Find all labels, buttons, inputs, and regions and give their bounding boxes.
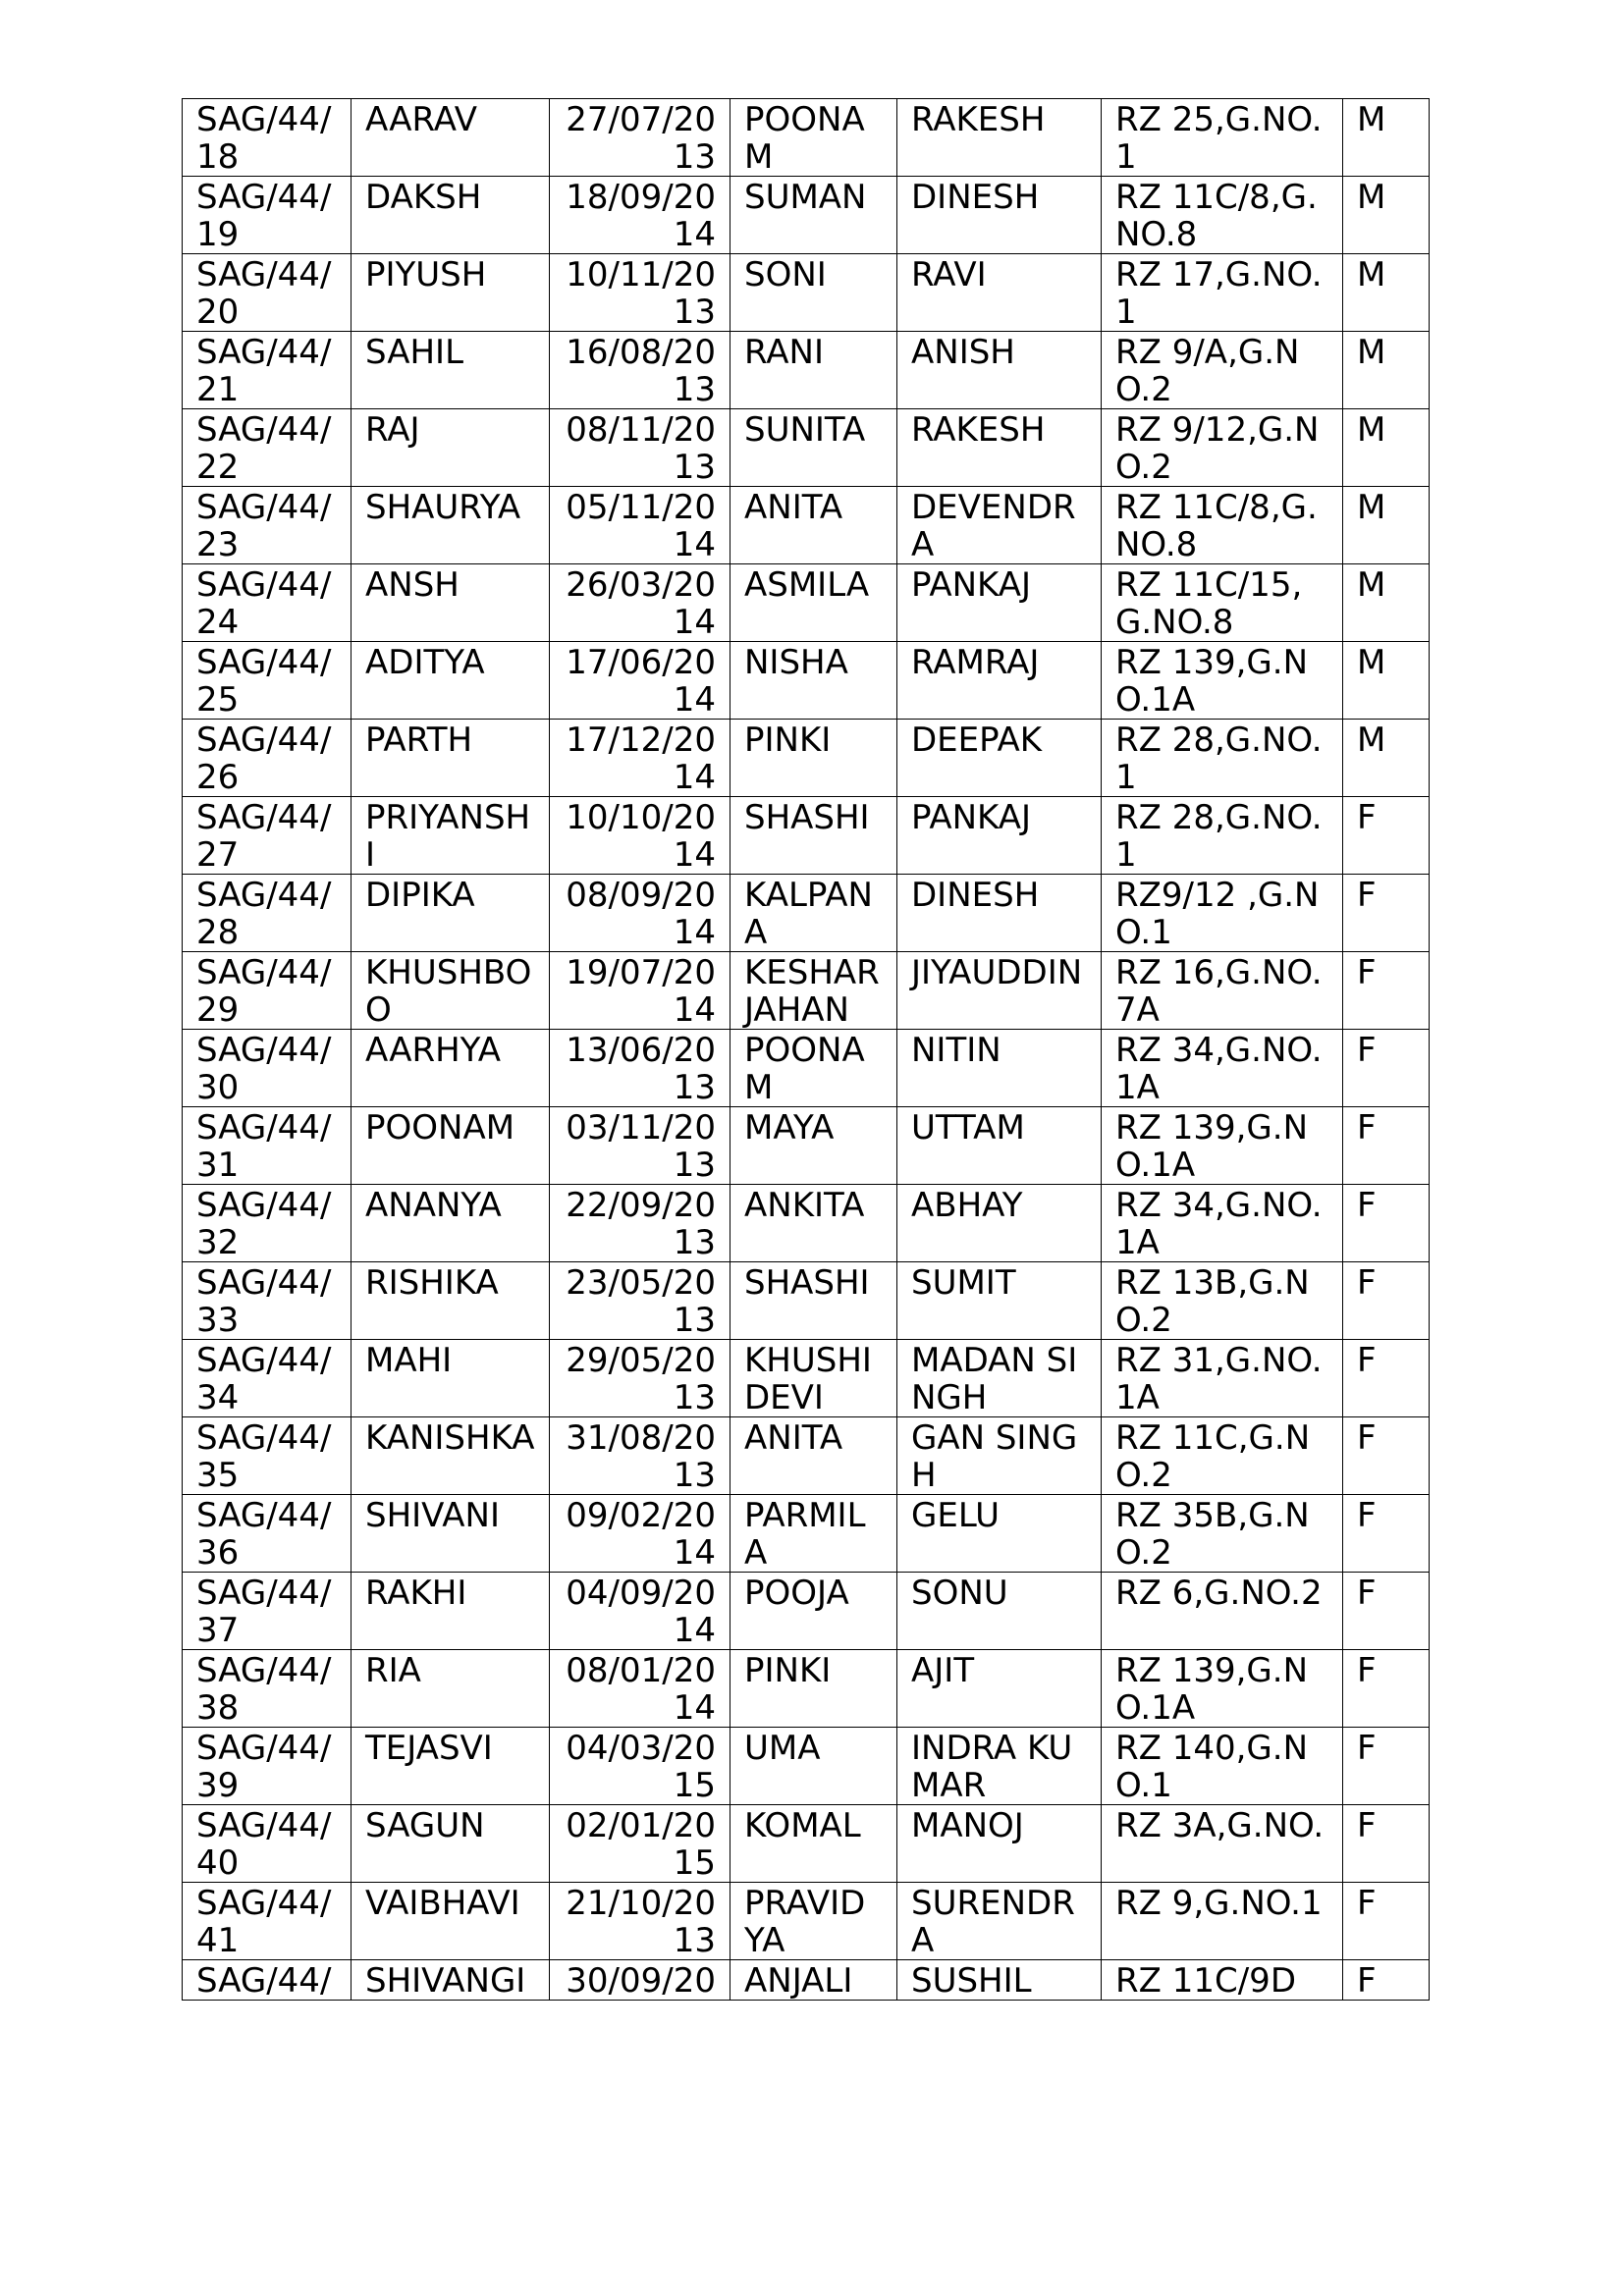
address-cell: RZ 13B,G.NO.2: [1102, 1262, 1343, 1340]
date-of-birth-cell: 16/08/2013: [550, 332, 730, 409]
table-row: [183, 177, 1430, 254]
date-of-birth-cell: 31/08/2013: [550, 1417, 730, 1495]
date-of-birth-cell: 19/07/2014: [550, 952, 730, 1030]
student-name-cell: KHUSHBOO: [352, 952, 550, 1030]
table-row: [183, 1573, 1430, 1650]
mother-name-cell: SUNITA: [730, 409, 897, 487]
table-row: [183, 1185, 1430, 1262]
gender-cell: F: [1343, 1417, 1430, 1495]
mother-name-cell: MAYA: [730, 1107, 897, 1185]
address-cell: RZ 17,G.NO.1: [1102, 254, 1343, 332]
mother-name-cell: POONAM: [730, 99, 897, 177]
admission-number-cell: SAG/44/33: [183, 1262, 352, 1340]
address-cell: RZ 28,G.NO.1: [1102, 797, 1343, 875]
table-row: [183, 564, 1430, 642]
mother-name-cell: PARMILA: [730, 1495, 897, 1573]
mother-name-cell: PINKI: [730, 1650, 897, 1728]
admission-number-cell: SAG/44/: [183, 1960, 352, 2001]
father-name-cell: PANKAJ: [897, 564, 1102, 642]
student-name-cell: KANISHKA: [352, 1417, 550, 1495]
father-name-cell: DEEPAK: [897, 720, 1102, 797]
address-cell: RZ 34,G.NO.1A: [1102, 1185, 1343, 1262]
admission-number-cell: SAG/44/27: [183, 797, 352, 875]
student-name-cell: RIA: [352, 1650, 550, 1728]
date-of-birth-cell: 17/06/2014: [550, 642, 730, 720]
father-name-cell: MANOJ: [897, 1805, 1102, 1883]
admission-number-cell: SAG/44/34: [183, 1340, 352, 1417]
date-of-birth-cell: 10/11/2013: [550, 254, 730, 332]
student-name-cell: POONAM: [352, 1107, 550, 1185]
admission-number-cell: SAG/44/22: [183, 409, 352, 487]
address-cell: RZ 11C/9D: [1102, 1960, 1343, 2001]
table-row: [183, 1340, 1430, 1417]
father-name-cell: SURENDRA: [897, 1883, 1102, 1960]
admission-number-cell: SAG/44/20: [183, 254, 352, 332]
date-of-birth-cell: 27/07/2013: [550, 99, 730, 177]
address-cell: RZ 31,G.NO.1A: [1102, 1340, 1343, 1417]
gender-cell: F: [1343, 797, 1430, 875]
address-cell: RZ 6,G.NO.2: [1102, 1573, 1343, 1650]
father-name-cell: ANISH: [897, 332, 1102, 409]
table-row: [183, 1030, 1430, 1107]
student-name-cell: ANANYA: [352, 1185, 550, 1262]
father-name-cell: DEVENDRA: [897, 487, 1102, 564]
gender-cell: F: [1343, 1495, 1430, 1573]
date-of-birth-cell: 08/09/2014: [550, 875, 730, 952]
address-cell: RZ 140,G.NO.1: [1102, 1728, 1343, 1805]
date-of-birth-cell: 26/03/2014: [550, 564, 730, 642]
address-cell: RZ 25,G.NO.1: [1102, 99, 1343, 177]
mother-name-cell: NISHA: [730, 642, 897, 720]
address-cell: RZ 139,G.NO.1A: [1102, 1650, 1343, 1728]
gender-cell: F: [1343, 1960, 1430, 2001]
mother-name-cell: SUMAN: [730, 177, 897, 254]
student-name-cell: PIYUSH: [352, 254, 550, 332]
admission-number-cell: SAG/44/21: [183, 332, 352, 409]
admission-number-cell: SAG/44/18: [183, 99, 352, 177]
admission-number-cell: SAG/44/40: [183, 1805, 352, 1883]
table-row: [183, 1805, 1430, 1883]
gender-cell: F: [1343, 1650, 1430, 1728]
admission-number-cell: SAG/44/31: [183, 1107, 352, 1185]
mother-name-cell: SHASHI: [730, 1262, 897, 1340]
mother-name-cell: ASMILA: [730, 564, 897, 642]
gender-cell: F: [1343, 1883, 1430, 1960]
gender-cell: F: [1343, 1262, 1430, 1340]
table-row: [183, 720, 1430, 797]
table-row: [183, 1495, 1430, 1573]
admission-number-cell: SAG/44/38: [183, 1650, 352, 1728]
date-of-birth-cell: 30/09/20: [550, 1960, 730, 2001]
table-row: [183, 1107, 1430, 1185]
date-of-birth-cell: 08/01/2014: [550, 1650, 730, 1728]
gender-cell: M: [1343, 642, 1430, 720]
father-name-cell: NITIN: [897, 1030, 1102, 1107]
address-cell: RZ 28,G.NO.1: [1102, 720, 1343, 797]
mother-name-cell: UMA: [730, 1728, 897, 1805]
table-row: [183, 642, 1430, 720]
table-row: [183, 1728, 1430, 1805]
admission-number-cell: SAG/44/41: [183, 1883, 352, 1960]
admission-number-cell: SAG/44/29: [183, 952, 352, 1030]
table-row: [183, 99, 1430, 177]
student-name-cell: TEJASVI: [352, 1728, 550, 1805]
admission-number-cell: SAG/44/19: [183, 177, 352, 254]
address-cell: RZ 9/12,G.NO.2: [1102, 409, 1343, 487]
mother-name-cell: ANITA: [730, 487, 897, 564]
gender-cell: F: [1343, 1340, 1430, 1417]
address-cell: RZ 11C/8,G.NO.8: [1102, 487, 1343, 564]
student-name-cell: RAJ: [352, 409, 550, 487]
mother-name-cell: KALPANA: [730, 875, 897, 952]
table-row: [183, 1262, 1430, 1340]
student-name-cell: RAKHI: [352, 1573, 550, 1650]
address-cell: RZ 9,G.NO.1: [1102, 1883, 1343, 1960]
address-cell: RZ 11C/8,G.NO.8: [1102, 177, 1343, 254]
gender-cell: M: [1343, 332, 1430, 409]
address-cell: RZ 11C/15,G.NO.8: [1102, 564, 1343, 642]
father-name-cell: INDRA KUMAR: [897, 1728, 1102, 1805]
father-name-cell: ABHAY: [897, 1185, 1102, 1262]
student-register-body: [183, 99, 1430, 2001]
mother-name-cell: KESHAR JAHAN: [730, 952, 897, 1030]
table-row: [183, 254, 1430, 332]
father-name-cell: PANKAJ: [897, 797, 1102, 875]
date-of-birth-cell: 29/05/2013: [550, 1340, 730, 1417]
mother-name-cell: POONAM: [730, 1030, 897, 1107]
table-row: [183, 875, 1430, 952]
date-of-birth-cell: 18/09/2014: [550, 177, 730, 254]
date-of-birth-cell: 10/10/2014: [550, 797, 730, 875]
date-of-birth-cell: 08/11/2013: [550, 409, 730, 487]
address-cell: RZ 34,G.NO.1A: [1102, 1030, 1343, 1107]
mother-name-cell: ANITA: [730, 1417, 897, 1495]
father-name-cell: DINESH: [897, 177, 1102, 254]
date-of-birth-cell: 17/12/2014: [550, 720, 730, 797]
date-of-birth-cell: 02/01/2015: [550, 1805, 730, 1883]
date-of-birth-cell: 13/06/2013: [550, 1030, 730, 1107]
date-of-birth-cell: 22/09/2013: [550, 1185, 730, 1262]
student-name-cell: MAHI: [352, 1340, 550, 1417]
date-of-birth-cell: 05/11/2014: [550, 487, 730, 564]
student-name-cell: VAIBHAVI: [352, 1883, 550, 1960]
table-row: [183, 797, 1430, 875]
mother-name-cell: KOMAL: [730, 1805, 897, 1883]
gender-cell: F: [1343, 1185, 1430, 1262]
admission-number-cell: SAG/44/23: [183, 487, 352, 564]
student-name-cell: SHIVANI: [352, 1495, 550, 1573]
admission-number-cell: SAG/44/30: [183, 1030, 352, 1107]
date-of-birth-cell: 21/10/2013: [550, 1883, 730, 1960]
table-row: [183, 1883, 1430, 1960]
father-name-cell: MADAN SINGH: [897, 1340, 1102, 1417]
table-row: [183, 409, 1430, 487]
student-name-cell: AARAV: [352, 99, 550, 177]
gender-cell: M: [1343, 564, 1430, 642]
father-name-cell: SONU: [897, 1573, 1102, 1650]
table-row: [183, 332, 1430, 409]
mother-name-cell: KHUSHI DEVI: [730, 1340, 897, 1417]
gender-cell: M: [1343, 99, 1430, 177]
address-cell: RZ 139,G.NO.1A: [1102, 642, 1343, 720]
table-row: [183, 1650, 1430, 1728]
mother-name-cell: RANI: [730, 332, 897, 409]
table-row: [183, 1960, 1430, 2001]
mother-name-cell: PRAVIDYA: [730, 1883, 897, 1960]
student-name-cell: ANSH: [352, 564, 550, 642]
gender-cell: M: [1343, 409, 1430, 487]
father-name-cell: UTTAM: [897, 1107, 1102, 1185]
father-name-cell: JIYAUDDIN: [897, 952, 1102, 1030]
student-name-cell: SAGUN: [352, 1805, 550, 1883]
admission-number-cell: SAG/44/37: [183, 1573, 352, 1650]
date-of-birth-cell: 03/11/2013: [550, 1107, 730, 1185]
mother-name-cell: PINKI: [730, 720, 897, 797]
gender-cell: M: [1343, 254, 1430, 332]
admission-number-cell: SAG/44/39: [183, 1728, 352, 1805]
gender-cell: F: [1343, 875, 1430, 952]
student-name-cell: ADITYA: [352, 642, 550, 720]
admission-number-cell: SAG/44/26: [183, 720, 352, 797]
admission-number-cell: SAG/44/35: [183, 1417, 352, 1495]
father-name-cell: SUMIT: [897, 1262, 1102, 1340]
date-of-birth-cell: 04/03/2015: [550, 1728, 730, 1805]
gender-cell: F: [1343, 1573, 1430, 1650]
student-register-table: [182, 98, 1430, 2001]
address-cell: RZ 9/A,G.NO.2: [1102, 332, 1343, 409]
table-row: [183, 952, 1430, 1030]
father-name-cell: RAMRAJ: [897, 642, 1102, 720]
address-cell: RZ 11C,G.NO.2: [1102, 1417, 1343, 1495]
gender-cell: F: [1343, 1728, 1430, 1805]
address-cell: RZ9/12 ,G.NO.1: [1102, 875, 1343, 952]
table-row: [183, 1417, 1430, 1495]
father-name-cell: RAKESH: [897, 409, 1102, 487]
admission-number-cell: SAG/44/28: [183, 875, 352, 952]
admission-number-cell: SAG/44/36: [183, 1495, 352, 1573]
address-cell: RZ 139,G.NO.1A: [1102, 1107, 1343, 1185]
gender-cell: F: [1343, 952, 1430, 1030]
father-name-cell: RAKESH: [897, 99, 1102, 177]
father-name-cell: GAN SINGH: [897, 1417, 1102, 1495]
address-cell: RZ 35B,G.NO.2: [1102, 1495, 1343, 1573]
table-row: [183, 487, 1430, 564]
date-of-birth-cell: 09/02/2014: [550, 1495, 730, 1573]
gender-cell: F: [1343, 1030, 1430, 1107]
admission-number-cell: SAG/44/25: [183, 642, 352, 720]
address-cell: RZ 16,G.NO.7A: [1102, 952, 1343, 1030]
address-cell: RZ 3A,G.NO.: [1102, 1805, 1343, 1883]
mother-name-cell: ANKITA: [730, 1185, 897, 1262]
student-name-cell: AARHYA: [352, 1030, 550, 1107]
gender-cell: M: [1343, 177, 1430, 254]
admission-number-cell: SAG/44/32: [183, 1185, 352, 1262]
admission-number-cell: SAG/44/24: [183, 564, 352, 642]
student-name-cell: PRIYANSHI: [352, 797, 550, 875]
student-name-cell: SAHIL: [352, 332, 550, 409]
date-of-birth-cell: 04/09/2014: [550, 1573, 730, 1650]
mother-name-cell: SONI: [730, 254, 897, 332]
student-name-cell: SHIVANGI: [352, 1960, 550, 2001]
gender-cell: M: [1343, 720, 1430, 797]
gender-cell: M: [1343, 487, 1430, 564]
gender-cell: F: [1343, 1107, 1430, 1185]
student-name-cell: RISHIKA: [352, 1262, 550, 1340]
student-name-cell: SHAURYA: [352, 487, 550, 564]
gender-cell: F: [1343, 1805, 1430, 1883]
father-name-cell: RAVI: [897, 254, 1102, 332]
father-name-cell: GELU: [897, 1495, 1102, 1573]
mother-name-cell: SHASHI: [730, 797, 897, 875]
student-name-cell: DIPIKA: [352, 875, 550, 952]
mother-name-cell: ANJALI: [730, 1960, 897, 2001]
father-name-cell: DINESH: [897, 875, 1102, 952]
father-name-cell: SUSHIL: [897, 1960, 1102, 2001]
student-name-cell: PARTH: [352, 720, 550, 797]
student-name-cell: DAKSH: [352, 177, 550, 254]
father-name-cell: AJIT: [897, 1650, 1102, 1728]
date-of-birth-cell: 23/05/2013: [550, 1262, 730, 1340]
mother-name-cell: POOJA: [730, 1573, 897, 1650]
